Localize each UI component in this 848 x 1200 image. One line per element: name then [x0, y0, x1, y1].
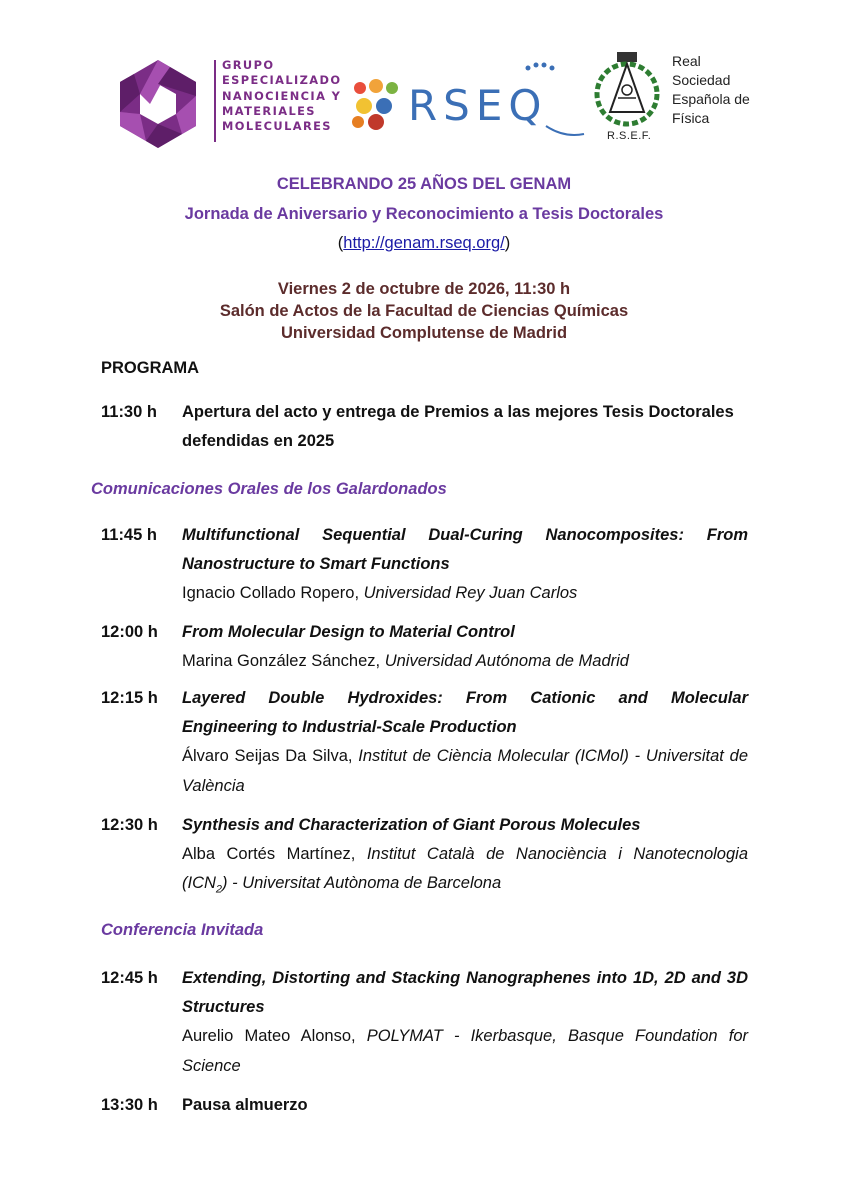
opening-title-line: defendidas en 2025	[182, 432, 335, 451]
talk-author-line	[182, 742, 748, 771]
rsef-emblem-logo	[590, 50, 664, 135]
opening-time: 11:30 h	[101, 403, 157, 421]
talk-author-line	[182, 840, 748, 869]
rseq-logo	[350, 58, 586, 143]
talk-time: 12:30 h	[101, 816, 158, 834]
talk-item	[182, 521, 748, 609]
invited-author: Aurelio Mateo Alonso,	[182, 1027, 367, 1046]
affiliation-subscript: 2	[215, 883, 223, 896]
genam-line: GRUPO	[222, 58, 275, 72]
genam-divider	[214, 60, 216, 142]
invited-title-line: Structures	[182, 998, 265, 1017]
event-url-link[interactable]: http://genam.rseq.org/	[343, 234, 505, 252]
rsef-line: Real	[672, 53, 701, 69]
opening-item	[182, 398, 748, 456]
talk-item	[182, 684, 748, 801]
invited-time: 12:45 h	[101, 969, 158, 987]
talk-item	[182, 811, 748, 905]
event-title: CELEBRANDO 25 AÑOS DEL GENAM	[276, 175, 572, 193]
talk-affiliation: València	[182, 776, 245, 795]
invited-author-line	[182, 1022, 748, 1051]
invited-title-line: Extending, Distorting and Stacking Nanographenes into 1D, 2D and 3D	[182, 969, 748, 987]
talk-author: Ignacio Collado Ropero,	[182, 584, 364, 603]
rsef-line: Sociedad	[672, 72, 731, 88]
talk-author: Álvaro Seijas Da Silva,	[182, 747, 359, 766]
orals-heading: Comunicaciones Orales de los Galardonados	[91, 480, 447, 498]
invited-item	[182, 964, 748, 1081]
talk-title-line: Nanostructure to Smart Functions	[182, 555, 450, 574]
talk-author: Marina González Sánchez,	[182, 652, 385, 671]
rsef-label: R.S.E.F.	[607, 130, 652, 142]
talk-title-line: From Molecular Design to Material Control	[182, 623, 515, 641]
genam-line: MOLECULARES	[222, 119, 332, 134]
url-paren: (	[337, 234, 344, 252]
genam-line: ESPECIALIZADO	[222, 73, 342, 88]
rsef-name	[672, 52, 750, 128]
genam-line: MATERIALES	[222, 103, 316, 118]
lunch-item	[182, 1091, 748, 1120]
rsef-line: Española de	[672, 91, 750, 107]
opening-title-line: Apertura del acto y entrega de Premios a las mejores Tesis Doctorales	[182, 403, 734, 421]
talk-affiliation: Institut Català de Nanociència i Nanotecnologia	[366, 845, 748, 864]
svg-text:RSEQ: RSEQ	[408, 81, 548, 130]
invited-heading: Conferencia Invitada	[101, 921, 264, 939]
talk-affiliation: Institut de Ciència Molecular (ICMol) - Universitat de	[358, 747, 748, 766]
affiliation-part: (ICN	[182, 874, 216, 893]
program-heading: PROGRAMA	[101, 359, 200, 377]
url-paren: )	[504, 234, 511, 252]
invited-affiliation: POLYMAT - Ikerbasque, Basque Foundation for	[366, 1027, 748, 1046]
talk-author-line	[182, 579, 748, 608]
talk-time: 12:00 h	[101, 623, 158, 641]
event-url-line	[0, 234, 848, 253]
talk-item	[182, 618, 748, 676]
rsef-line: Física	[672, 110, 710, 126]
genam-hexagon-logo	[110, 56, 206, 157]
talk-title-line: Layered Double Hydroxides: From Cationic and Molecular	[182, 689, 748, 707]
event-venue: Salón de Actos de la Facultad de Ciencias Químicas	[219, 302, 629, 320]
talk-author-line	[182, 647, 748, 676]
affiliation-part: ) - Universitat Autònoma de Barcelona	[222, 874, 502, 893]
lunch-time: 13:30 h	[101, 1096, 158, 1114]
invited-affiliation: Science	[182, 1056, 241, 1075]
lunch-label: Pausa almuerzo	[182, 1096, 308, 1114]
logo-bar	[0, 48, 848, 158]
genam-logo-text	[222, 58, 341, 134]
talk-author: Alba Cortés Martínez,	[182, 845, 367, 864]
talk-title-line: Multifunctional Sequential Dual-Curing Nanocomposites: From	[182, 526, 748, 544]
event-subtitle: Jornada de Aniversario y Reconocimiento a Tesis Doctorales	[184, 205, 664, 223]
talk-title-line: Synthesis and Characterization of Giant Porous Molecules	[182, 816, 641, 834]
genam-line: NANOCIENCIA Y	[222, 88, 342, 103]
talk-affiliation: Universidad Rey Juan Carlos	[363, 584, 578, 603]
talk-time: 11:45 h	[101, 526, 157, 544]
talk-time: 12:15 h	[101, 689, 158, 707]
talk-affiliation: Universidad Autónoma de Madrid	[384, 652, 629, 671]
event-date: Viernes 2 de octubre de 2026, 11:30 h	[277, 280, 571, 298]
talk-title-line: Engineering to Industrial-Scale Production	[182, 718, 517, 737]
event-university: Universidad Complutense de Madrid	[280, 324, 568, 342]
talk-affiliation	[182, 869, 748, 905]
